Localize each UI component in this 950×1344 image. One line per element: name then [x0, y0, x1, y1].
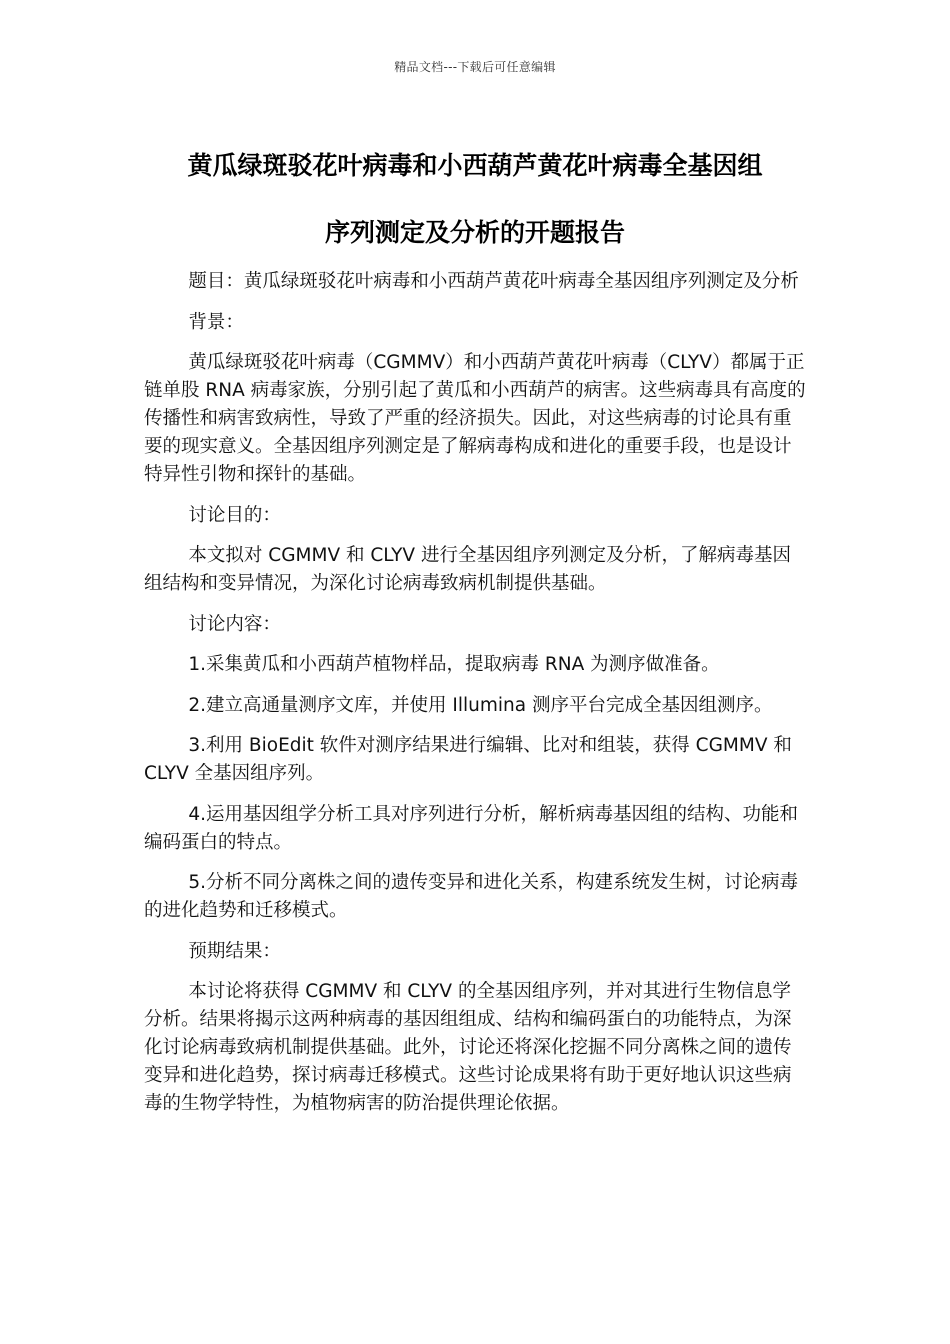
- content-item-2: 2.建立高通量测序文库，并使用 Illumina 测序平台完成全基因组测序。: [188, 694, 773, 716]
- topic-paragraph: 题目：黄瓜绿斑驳花叶病毒和小西葫芦黄花叶病毒全基因组序列测定及分析: [188, 271, 799, 292]
- purpose-heading: 讨论目的：: [188, 504, 281, 526]
- content-item-5: 5.分析不同分离株之间的遗传变异和进化关系，构建系统发生树，讨论病毒的进化趋势和迁移模式。: [144, 872, 799, 921]
- expected-results-paragraph: 本讨论将获得 CGMMV 和 CLYV 的全基因组序列，并对其进行生物信息学分析。结果将揭示这两种病毒的基因组组成、结构和编码蛋白的功能特点，为深化讨论病毒致病机制提供基础。此外，讨论还将深化挖掘不同分离株之间的遗传变异和进化趋势，探讨病毒迁移模式。这些讨论成果将有助于更好地认识这些病毒的生物学特性，为植物病害的防治提供理论依据。: [144, 981, 792, 1114]
- title-line-2: 序列测定及分析的开题报告: [324, 218, 625, 247]
- expected-results-heading: 预期结果：: [188, 940, 281, 962]
- background-paragraph: 黄瓜绿斑驳花叶病毒（CGMMV）和小西葫芦黄花叶病毒（CLYV）都属于正链单股 RNA 病毒家族，分别引起了黄瓜和小西葫芦的病害。这些病毒具有高度的传播性和病害致病性，导致了严重的经济损失。因此，对这些病毒的讨论具有重要的现实意义。全基因组序列测定是了解病毒构成和进化的重要手段，也是设计特异性引物和探针的基础。: [144, 352, 806, 485]
- purpose-paragraph: 本文拟对 CGMMV 和 CLYV 进行全基因组序列测定及分析，了解病毒基因组结构和变异情况，为深化讨论病毒致病机制提供基础。: [144, 545, 791, 594]
- content-item-3: 3.利用 BioEdit 软件对测序结果进行编辑、比对和组装，获得 CGMMV 和 CLYV 全基因组序列。: [144, 735, 792, 784]
- content-item-1: 1.采集黄瓜和小西葫芦植物样品，提取病毒 RNA 为测序做准备。: [188, 654, 720, 675]
- content-item-4: 4.运用基因组学分析工具对序列进行分析，解析病毒基因组的结构、功能和编码蛋白的特点。: [144, 803, 799, 853]
- header-note: 精品文档---下载后可任意编辑: [394, 60, 556, 74]
- content-heading: 讨论内容：: [188, 613, 281, 635]
- document-title: [130, 132, 820, 266]
- document-body: [144, 268, 808, 1131]
- title-line-1: 黄瓜绿斑驳花叶病毒和小西葫芦黄花叶病毒全基因组: [187, 151, 763, 180]
- background-heading: 背景：: [188, 311, 244, 333]
